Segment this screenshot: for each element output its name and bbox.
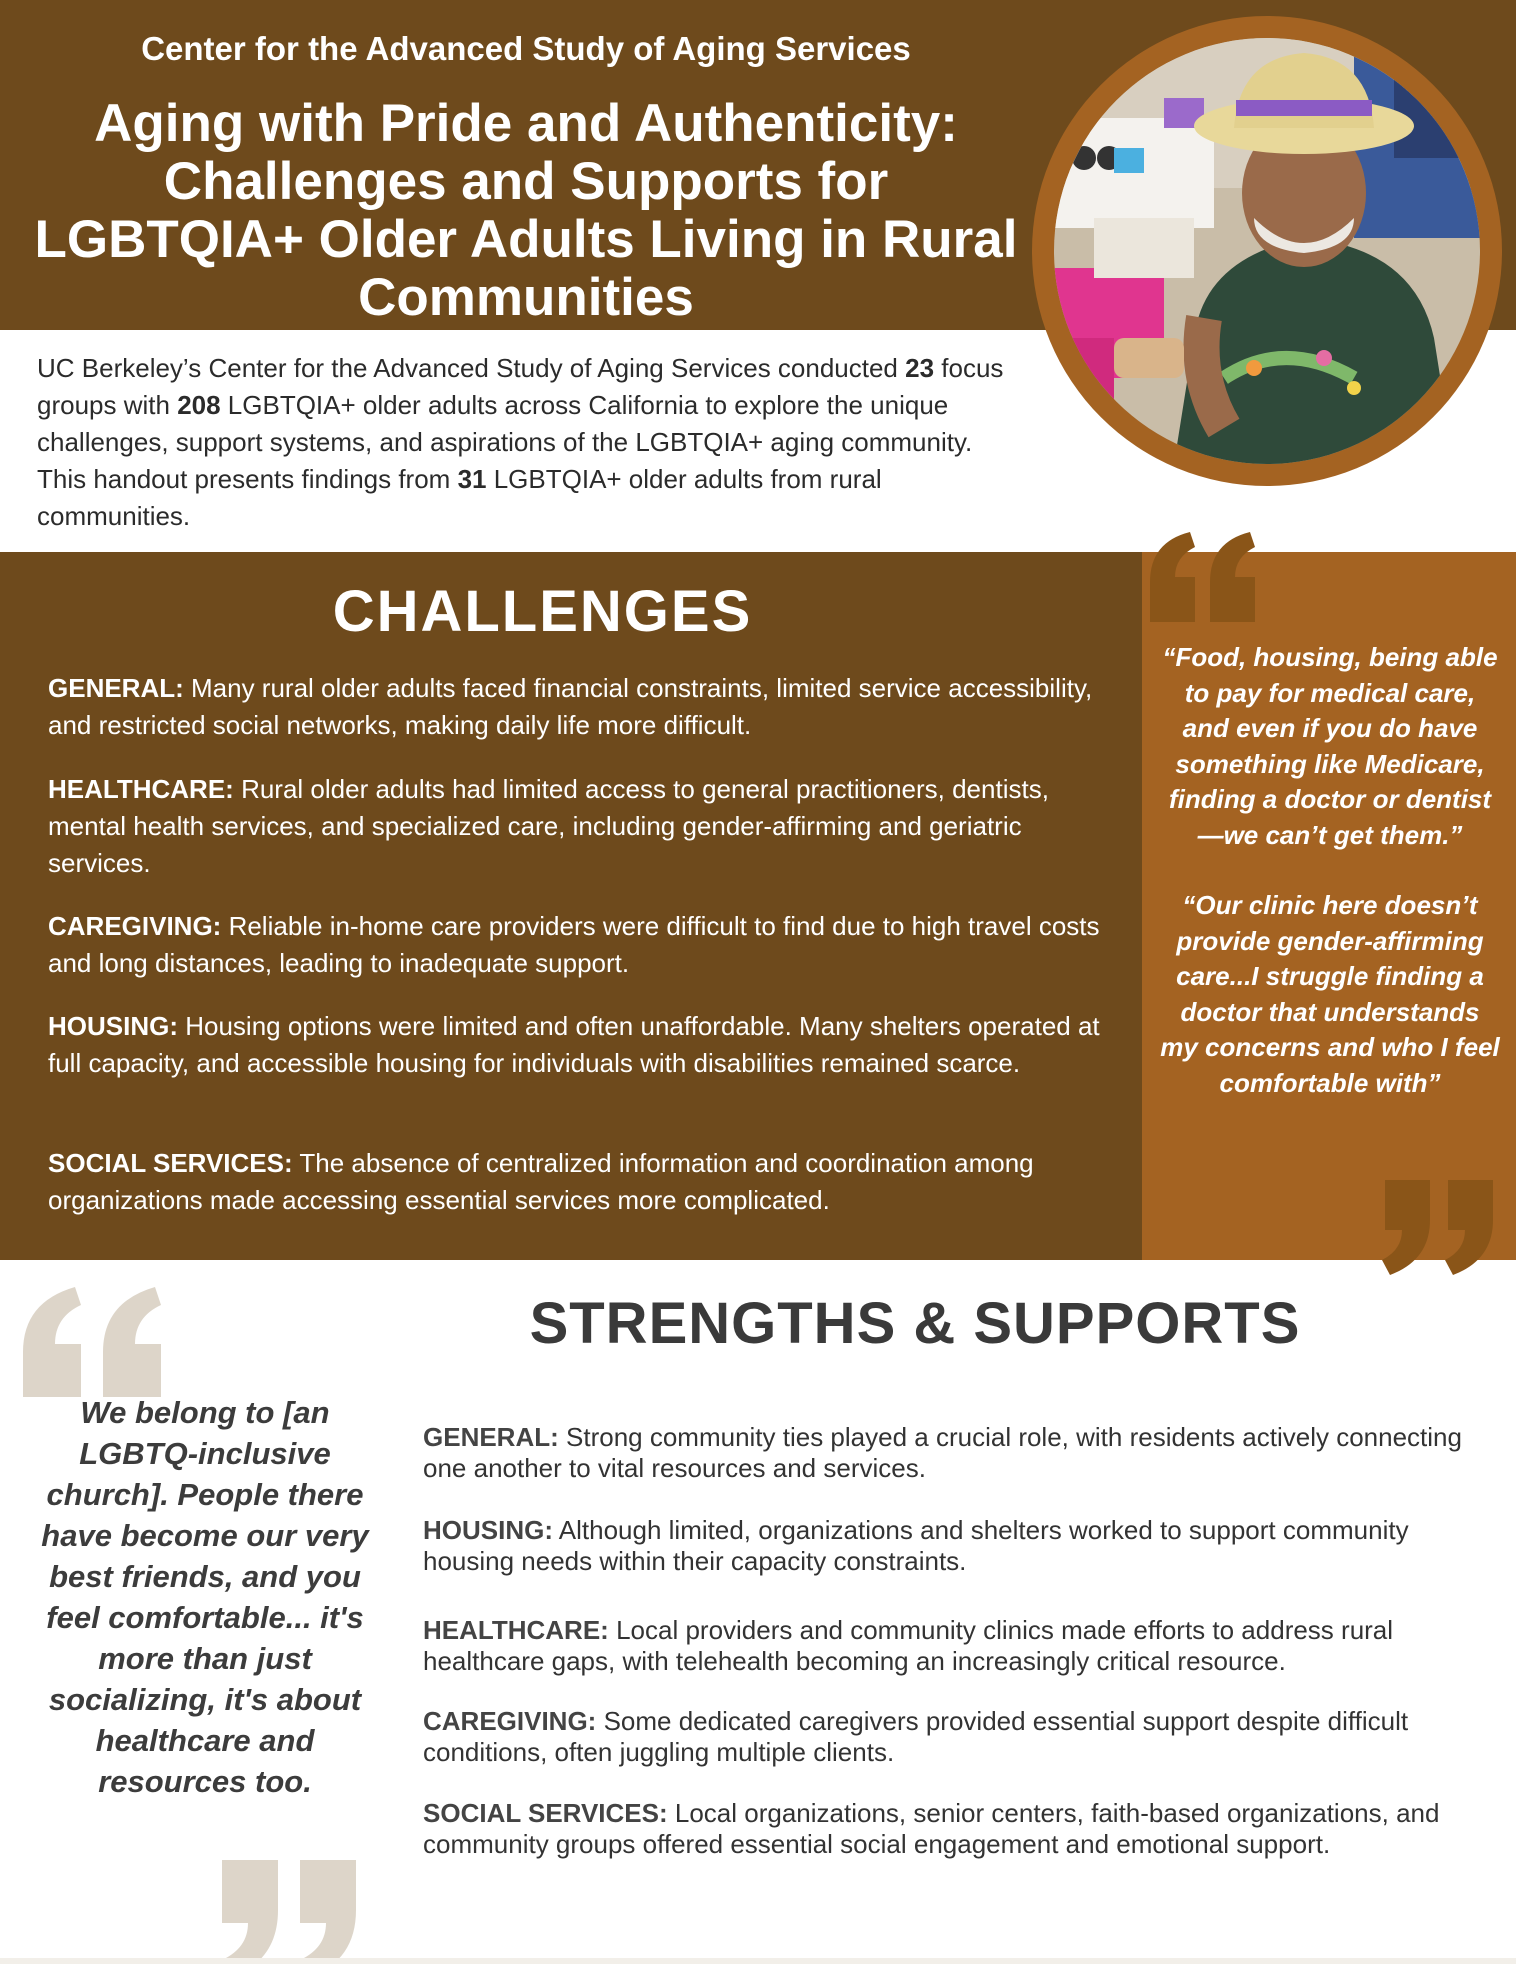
strength-housing (423, 1515, 1493, 1577)
strength-text: Although limited, organizations and shelters worked to support community housing needs within their capacity constraints. (423, 1515, 1409, 1576)
strength-label: SOCIAL SERVICES: (423, 1798, 668, 1828)
strength-caregiving (423, 1706, 1493, 1768)
strength-general (423, 1422, 1493, 1484)
strength-label: CAREGIVING: (423, 1706, 597, 1736)
portrait-photo (1054, 38, 1480, 464)
strength-text: Strong community ties played a crucial role, with residents actively connecting one another to vital resources and services. (423, 1422, 1462, 1483)
quote-food-housing: “Food, housing, being able to pay for medical care, and even if you do have something like Medicare, finding a doctor or dentist—we can’t get them.” (1162, 642, 1498, 850)
strength-text: Some dedicated caregivers provided essential support despite difficult conditions, often juggling multiple clients. (423, 1706, 1409, 1767)
intro-paragraph (37, 350, 1027, 535)
challenge-label: CAREGIVING: (48, 911, 222, 941)
challenge-label: HOUSING: (48, 1011, 178, 1041)
quote-spacer (1160, 853, 1500, 888)
challenge-caregiving (48, 908, 1128, 982)
footer-divider (0, 1958, 1516, 1964)
intro-text-1: UC Berkeley’s Center for the Advanced Study of Aging Services conducted (37, 353, 906, 383)
challenge-text: The absence of centralized information and coordination among organizations made accessing essential services more complicated. (48, 1148, 1034, 1215)
strengths-title: STRENGTHS & SUPPORTS (529, 1291, 1301, 1356)
open-quote-icon (1140, 512, 1270, 642)
strength-label: GENERAL: (423, 1422, 559, 1452)
intro-text-4: LGBTQIA+ older adults from rural communities. (37, 464, 882, 531)
side-quote-text (1160, 640, 1500, 1101)
stat-rural-participants: 31 (457, 464, 487, 494)
challenge-text: Many rural older adults faced financial constraints, limited service accessibility, and restricted social networks, making daily life more difficult. (48, 673, 1093, 740)
challenge-housing (48, 1008, 1128, 1082)
challenge-label: HEALTHCARE: (48, 774, 234, 804)
intro-text-2: focus groups with (37, 353, 1004, 420)
challenge-label: GENERAL: (48, 673, 184, 703)
portrait-illustration (1054, 38, 1480, 464)
close-quote-icon (210, 1855, 370, 1964)
strength-label: HEALTHCARE: (423, 1615, 609, 1645)
challenges-title: CHALLENGES (332, 579, 753, 644)
church-quote: We belong to [an LGBTQ-inclusive church]. People there have become our very best friends, and you feel comfortable... it's more than just socializing, it's about healthcare and resources too. (41, 1395, 369, 1799)
challenge-text: Rural older adults had limited access to general practitioners, dentists, mental health services, and specialized care, including gender-affirming and geriatric services. (48, 774, 1049, 878)
close-quote-icon (1370, 1160, 1510, 1290)
stat-focus-groups: 23 (905, 353, 935, 383)
quote-gender-affirming-care: “Our clinic here doesn’t provide gender-affirming care...I struggle finding a doctor that understands my concerns and who I feel comfortable with” (1160, 890, 1500, 1098)
strength-healthcare (423, 1615, 1493, 1677)
challenge-text: Housing options were limited and often unaffordable. Many shelters operated at full capacity, and accessible housing for individuals with disabilities remained scarce. (48, 1011, 1100, 1078)
challenge-text: Reliable in-home care providers were difficult to find due to high travel costs and long distances, leading to inadequate support. (48, 911, 1100, 978)
challenge-social-services (48, 1145, 1128, 1219)
challenge-healthcare (48, 771, 1128, 882)
stat-participants: 208 (177, 390, 221, 420)
challenge-general (48, 670, 1128, 744)
challenge-label: SOCIAL SERVICES: (48, 1148, 293, 1178)
organization-name: Center for the Advanced Study of Aging Services (141, 30, 911, 67)
intro-text-3: LGBTQIA+ older adults across California to explore the unique challenges, support systems, and aspirations of the LGBTQIA+ aging community. This handout presents findings from (37, 390, 973, 494)
page-title: Aging with Pride and Authenticity: Challenges and Supports for LGBTQIA+ Older Adults Living in Rural Communities (34, 94, 1018, 327)
strength-label: HOUSING: (423, 1515, 553, 1545)
open-quote-icon (15, 1272, 175, 1412)
strength-text: Local organizations, senior centers, faith-based organizations, and community groups offered essential social engagement and emotional support. (423, 1798, 1440, 1859)
strength-social-services (423, 1798, 1493, 1860)
strength-text: Local providers and community clinics made efforts to address rural healthcare gaps, with telehealth becoming an increasingly critical resource. (423, 1615, 1394, 1676)
